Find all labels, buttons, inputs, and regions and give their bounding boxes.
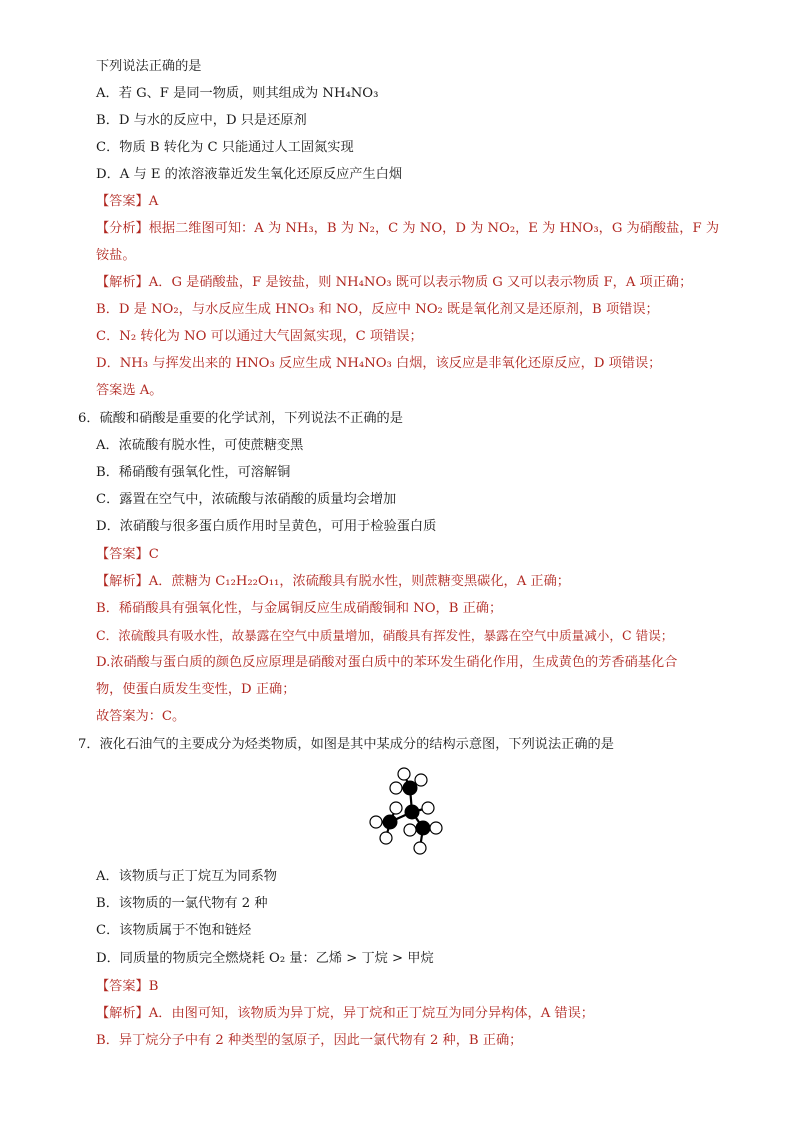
q6-explanation-b: B．稀硝酸具有强氧化性，与金属铜反应生成硝酸铜和 NO，B 正确； — [96, 601, 503, 616]
q5-explanation-d: D．NH₃ 与挥发出来的 HNO₃ 反应生成 NH₄NO₃ 白烟，该反应是非氧化还原反应，D 项错误； — [96, 356, 662, 371]
q6-option-d: D．浓硝酸与很多蛋白质作用时呈黄色，可用于检验蛋白质 — [96, 519, 437, 534]
q5-answer: 【答案】A — [96, 194, 159, 209]
q6-option-c: C．露置在空气中，浓硫酸与浓硝酸的质量均会增加 — [96, 492, 397, 507]
q6-explanation-d-line-2: 物，使蛋白质发生变性，D 正确； — [96, 682, 296, 697]
q6-explanation-d-line-1: D.浓硝酸与蛋白质的颜色反应原理是硝酸对蛋白质中的苯环发生硝化作用，生成黄色的芳香硝基化合 — [96, 655, 678, 670]
q5-option-a: A．若 G、F 是同一物质，则其组成为 NH₄NO₃ — [96, 86, 379, 101]
q5-option-d: D．A 与 E 的浓溶液靠近发生氧化还原反应产生白烟 — [96, 167, 403, 182]
q7-explanation-b: B．异丁烷分子中有 2 种类型的氢原子，因此一氯代物有 2 种，B 正确； — [96, 1033, 523, 1048]
q7-answer: 【答案】B — [96, 979, 159, 994]
q7-option-b: B．该物质的一氯代物有 2 种 — [96, 896, 268, 911]
q6-stem: 6．硫酸和硝酸是重要的化学试剂，下列说法不正确的是 — [78, 411, 403, 426]
q7-option-d: D．同质量的物质完全燃烧耗 O₂ 量：乙烯 > 丁烷 > 甲烷 — [96, 951, 434, 966]
q5-explanation-a: 【解析】A．G 是硝酸盐，F 是铵盐，则 NH₄NO₃ 既可以表示物质 G 又可以表示物质 F，A 项正确； — [96, 275, 693, 290]
q7-option-a: A．该物质与正丁烷互为同系物 — [96, 869, 277, 884]
q5-option-c: C．物质 B 转化为 C 只能通过人工固氮实现 — [96, 140, 354, 155]
q7-explanation-a: 【解析】A．由图可知，该物质为异丁烷，异丁烷和正丁烷互为同分异构体，A 错误； — [96, 1006, 594, 1021]
q5-explanation-b: B．D 是 NO₂，与水反应生成 HNO₃ 和 NO，反应中 NO₂ 既是氧化剂又是还原剂，B 项错误； — [96, 302, 659, 317]
q5-explanation-c: C．N₂ 转化为 NO 可以通过大气固氮实现，C 项错误； — [96, 329, 423, 344]
q5-stem: 下列说法正确的是 — [96, 59, 202, 74]
q6-explanation-c: C．浓硫酸具有吸水性，故暴露在空气中质量增加，硝酸具有挥发性，暴露在空气中质量减小，C 错误； — [96, 628, 674, 643]
q5-analysis-line-2: 铵盐。 — [96, 248, 136, 263]
q6-answer: 【答案】C — [96, 547, 159, 562]
q7-stem: 7．液化石油气的主要成分为烃类物质，如图是其中某成分的结构示意图，下列说法正确的是 — [78, 737, 614, 752]
q5-analysis-line-1: 【分析】根据二维图可知：A 为 NH₃，B 为 N₂，C 为 NO，D 为 NO₂，E 为 HNO₃，G 为硝酸盐，F 为 — [96, 221, 720, 236]
q6-option-a: A．浓硫酸有脱水性，可使蔗糖变黑 — [96, 438, 304, 453]
q7-option-c: C．该物质属于不饱和链烃 — [96, 923, 252, 938]
q6-conclusion: 故答案为：C。 — [96, 709, 186, 724]
q6-option-b: B．稀硝酸有强氧化性，可溶解铜 — [96, 465, 291, 480]
q5-option-b: B．D 与水的反应中，D 只是还原剂 — [96, 113, 307, 128]
q6-explanation-a: 【解析】A．蔗糖为 C₁₂H₂₂O₁₁，浓硫酸具有脱水性，则蔗糖变黑碳化，A 正确； — [96, 574, 570, 589]
isobutane-ball-stick-model — [368, 760, 448, 860]
q5-conclusion: 答案选 A。 — [96, 383, 163, 398]
